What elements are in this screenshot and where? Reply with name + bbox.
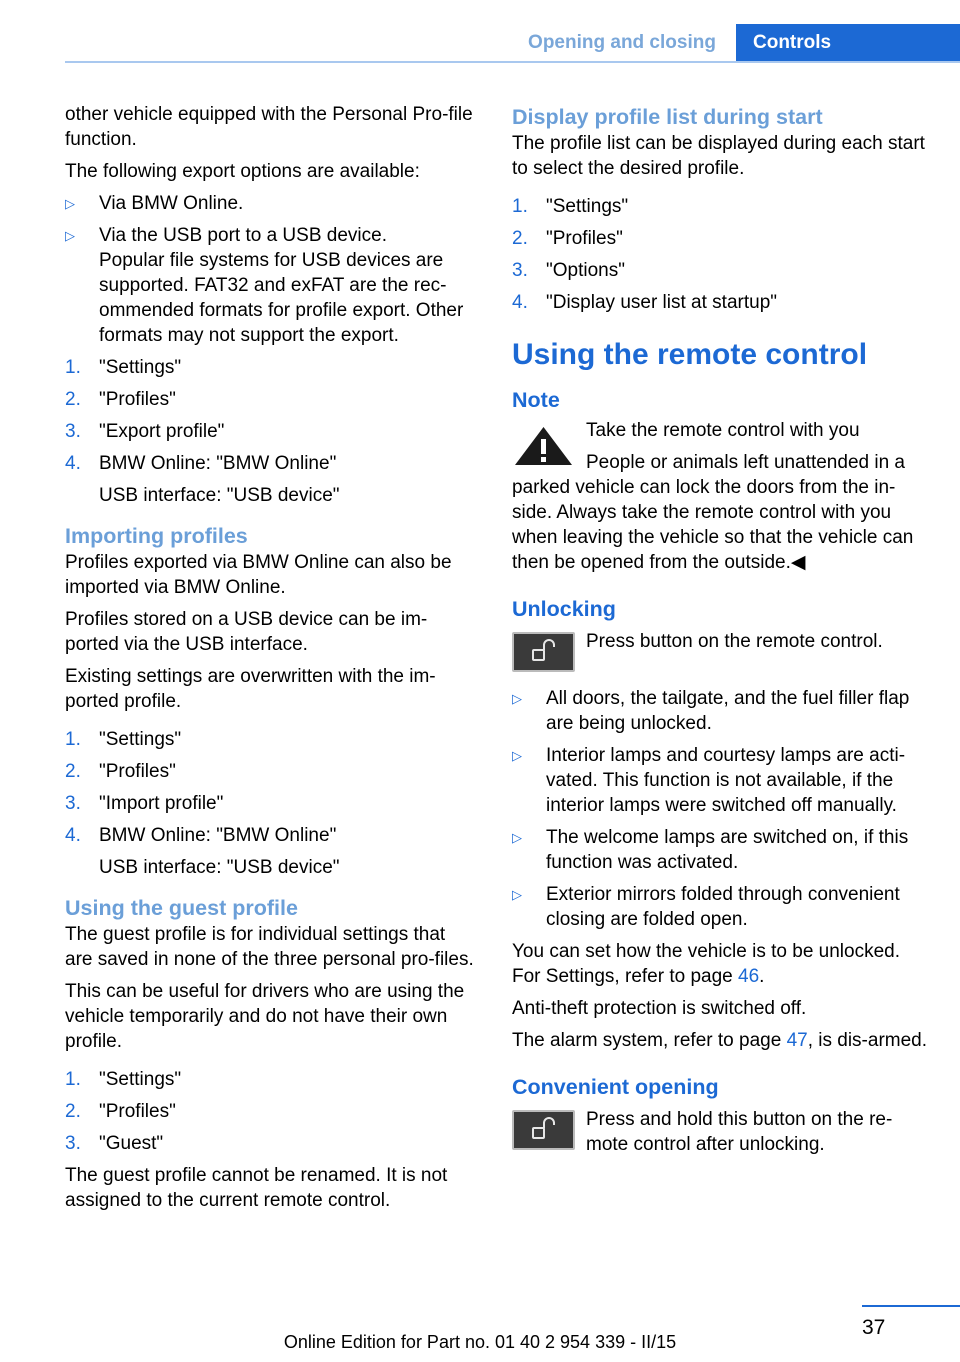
page-number: 37 xyxy=(862,1316,886,1339)
section-heading: Display profile list during start xyxy=(512,105,823,129)
paragraph: Profiles stored on a USB device can be im‐ported via the USB interface. xyxy=(65,609,428,655)
step-item: 4. BMW Online: "BMW Online" xyxy=(65,453,337,474)
unlock-text: Press button on the remote control. xyxy=(586,631,883,652)
header-rule xyxy=(65,61,960,63)
paragraph: The guest profile is for individual settings that are saved in none of the three personal pro‐files. xyxy=(65,924,474,970)
header-section-tab[interactable]: Opening and closing xyxy=(528,32,716,53)
warning-triangle-icon xyxy=(512,424,575,468)
step-item: 3. "Import profile" xyxy=(65,793,224,814)
footer-edition: Online Edition for Part no. 01 40 2 954 339 - II/15 xyxy=(283,1332,677,1352)
section-heading: Using the guest profile xyxy=(65,896,298,920)
step-subtext: USB interface: "USB device" xyxy=(99,485,340,506)
bullet-item: ▷ Exterior mirrors folded through convenient closing are folded open. xyxy=(512,884,900,930)
paragraph: other vehicle equipped with the Personal Pro‐file function. xyxy=(65,104,473,150)
step-item: 3. "Export profile" xyxy=(65,421,225,442)
paragraph: You can set how the vehicle is to be unlocked. For Settings, refer to page 46. xyxy=(512,941,900,987)
paragraph: This can be useful for drivers who are using the vehicle temporarily and do not have their own profile. xyxy=(65,981,465,1052)
bullet-subtext: Popular file systems for USB devices are supported. FAT32 and exFAT are the rec‐ommended formats for profile export. Other formats may not support the export. xyxy=(99,250,464,346)
paragraph: The following export options are available: xyxy=(65,161,420,182)
section-heading: Importing profiles xyxy=(65,524,248,548)
step-item: 1. "Settings" xyxy=(512,196,629,217)
convenient-block xyxy=(512,1107,930,1157)
paragraph: Anti-theft protection is switched off. xyxy=(512,998,807,1019)
step-item: 1. "Settings" xyxy=(65,1069,182,1090)
step-item: 1. "Settings" xyxy=(65,357,182,378)
step-item: 4. BMW Online: "BMW Online" xyxy=(65,825,337,846)
footer-rule xyxy=(862,1305,960,1307)
right-column xyxy=(512,102,930,1157)
bullet-item: ▷ Via BMW Online. xyxy=(65,193,244,214)
note-block xyxy=(512,418,930,575)
left-column xyxy=(65,102,475,1220)
paragraph: The alarm system, refer to page 47, is dis‐armed. xyxy=(512,1030,928,1051)
triangle-bullet-icon: ▷ xyxy=(65,196,75,211)
convenient-text: Press and hold this button on the re‐mote control after unlocking. xyxy=(586,1109,893,1155)
bullet-item: ▷ Interior lamps and courtesy lamps are acti‐vated. This function is not available, if the interior lamps were switched off manually. xyxy=(512,745,906,816)
page-link[interactable]: 46 xyxy=(738,966,760,987)
unlock-button-icon xyxy=(512,632,575,672)
chapter-heading: Using the remote control xyxy=(512,338,868,371)
bullet-item: ▷ Via the USB port to a USB device. xyxy=(65,225,387,246)
section-heading: Unlocking xyxy=(512,597,616,621)
note-title: Take the remote control with you xyxy=(586,420,860,441)
step-item: 1. "Settings" xyxy=(65,729,182,750)
paragraph: The guest profile cannot be renamed. It is not assigned to the current remote control. xyxy=(65,1165,448,1211)
step-item: 2. "Profiles" xyxy=(65,1101,176,1122)
unlock-button-icon xyxy=(512,1110,575,1150)
step-item: 3. "Options" xyxy=(512,260,625,281)
step-item: 4. "Display user list at startup" xyxy=(512,292,778,313)
page-link[interactable]: 47 xyxy=(786,1030,808,1051)
bullet-item: ▷ The welcome lamps are switched on, if this function was activated. xyxy=(512,827,909,873)
step-item: 3. "Guest" xyxy=(65,1133,164,1154)
paragraph: Existing settings are overwritten with the im‐ported profile. xyxy=(65,666,436,712)
triangle-bullet-icon: ▷ xyxy=(512,748,522,763)
bullet-item: ▷ All doors, the tailgate, and the fuel filler flap are being unlocked. xyxy=(512,688,910,734)
note-body: People or animals left unattended in a parked vehicle can lock the doors from the in‐side. Always take the remote control with you when leaving the vehicle so that the vehicle can then be opened from the outside.◀ xyxy=(512,452,914,573)
paragraph: The profile list can be displayed during each start to select the desired profile. xyxy=(512,133,925,179)
section-heading: Convenient opening xyxy=(512,1075,719,1099)
paragraph: Profiles exported via BMW Online can also be imported via BMW Online. xyxy=(65,552,452,598)
triangle-bullet-icon: ▷ xyxy=(512,691,522,706)
step-item: 2. "Profiles" xyxy=(65,389,176,410)
step-item: 2. "Profiles" xyxy=(65,761,176,782)
header-chapter-tab[interactable]: Controls xyxy=(736,24,960,62)
triangle-bullet-icon: ▷ xyxy=(512,830,522,845)
section-heading: Note xyxy=(512,388,560,412)
unlock-block xyxy=(512,629,930,676)
step-subtext: USB interface: "USB device" xyxy=(99,857,340,878)
triangle-bullet-icon: ▷ xyxy=(65,228,75,243)
triangle-bullet-icon: ▷ xyxy=(512,887,522,902)
step-item: 2. "Profiles" xyxy=(512,228,623,249)
